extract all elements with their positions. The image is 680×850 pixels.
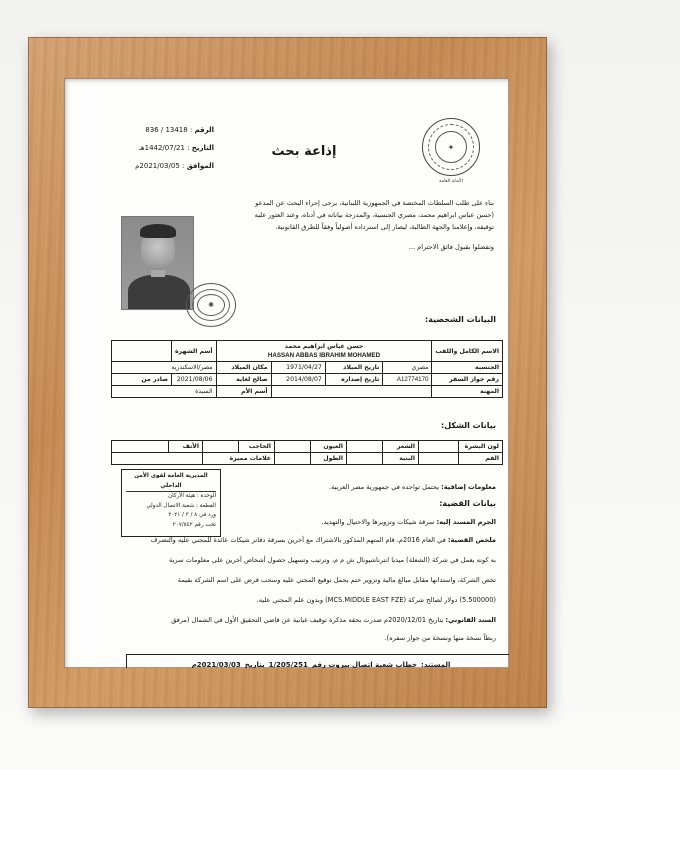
mother-label: أسم الأم [216, 386, 271, 398]
date-label: التاريخ [191, 144, 214, 152]
hijri-date: التاريخ : 1442/07/21هـ [138, 144, 214, 152]
stamp-line-1: المديرية العامة لقوى الأمن الداخلي [126, 472, 216, 492]
build-label: البنية [383, 453, 419, 465]
nose-label: الأنف [169, 441, 203, 453]
dob-value: 1971/04/27 [271, 362, 325, 374]
wooden-picture-frame [28, 37, 547, 708]
profession-value [271, 386, 432, 398]
legal-line-1 [122, 614, 496, 626]
reference-text-2: بتاريخ [244, 661, 265, 668]
intro-line-3: توقيفه، وإعلامنا والجهة الطالبة، ليصار إلى استرداده أصولياً وفقاً للطرق القانونية. [275, 223, 494, 231]
mother-value: السيدة [112, 386, 217, 398]
incoming-stamp [121, 469, 221, 537]
nationality-value: مصري [383, 362, 432, 374]
eyes-value [275, 441, 311, 453]
round-stamp-icon: ✺ [186, 283, 236, 327]
seal-caption: الأمانة العامة [439, 179, 463, 184]
skin-label: لون البشرة [459, 441, 503, 453]
full-name-cell [216, 341, 432, 362]
legal-label: السند القانوني: [445, 616, 496, 624]
corresponding-value: 2021/03/05م [135, 162, 180, 170]
hair-value [347, 441, 383, 453]
reference-box [126, 654, 509, 668]
date-value: 1442/07/21هـ [138, 144, 185, 152]
summary-line-3: تخص الشركة، واستدانها مقابل مبالغ مالية وتزوير ختم يحمل توقيع المجني عليه وسحب قرض على اسم الشركة بقيمة [177, 576, 496, 584]
summary-line-2: به كونه يعمل في شركة (الشعلة) ميديا انترناشيونال ش م م، وترتيب وتسهيل حصول أشخاص آخرين على معلومات سرية [168, 556, 496, 564]
marks-label: علامات مميزة [203, 453, 275, 465]
passport-label: رقم جواز السفر [432, 374, 503, 386]
appearance-heading: بيانات الشكل: [441, 421, 496, 430]
mouth-label: الفم [459, 453, 503, 465]
pob-value: مصر/الاسكندرية [112, 362, 217, 374]
summary-line-4: (5.500000) دولار لصالح شركة (MCS.MIDDLE EAST FZE) وبدون علم المجني عليه. [256, 596, 496, 604]
reference-label: المستند: [421, 661, 451, 668]
appearance-table [111, 440, 503, 465]
case-heading: بيانات القضية: [439, 499, 496, 508]
intro-closing: وتفضلوا بقبول فائق الاحترام ... [408, 243, 494, 251]
passport-value: A12774170 [383, 374, 432, 386]
document-title: إذاعة بحث [271, 144, 337, 159]
eyes-label: العيون [311, 441, 347, 453]
valid-value: 2021/08/06 [172, 374, 217, 386]
crime-label: الجرم المسند إليه: [436, 518, 496, 526]
legal-line-2: ربطاً نسخة منها ونسخة من جواز سفره). [384, 634, 496, 642]
nickname-label: أسم الشهرة [172, 341, 217, 362]
valid-label: صالح لغاية [216, 374, 271, 386]
stamp-line-3: القطعة : شعبة الاتصال الدولي [146, 502, 216, 509]
summary-label: ملخص القضية: [447, 536, 496, 544]
pob-label: مكان الميلاد [216, 362, 271, 374]
extra-info-label: معلومات إضافية: [441, 483, 496, 491]
corresponding-label: الموافق [186, 162, 214, 170]
summary-line-1 [122, 534, 496, 546]
marks-value [112, 453, 203, 465]
full-name-english: HASSAN ABBAS IBRAHIM MOHAMED [267, 352, 381, 359]
height-value [275, 453, 311, 465]
full-name-arabic: حسن عباس ابراهيم محمد [284, 343, 364, 350]
suspect-photo [121, 216, 194, 310]
dob-label: تاريخ الميلاد [325, 362, 382, 374]
number-label: الرقم [194, 126, 214, 134]
skin-value [419, 441, 459, 453]
extra-info-text: يحتمل تواجده في جمهورية مصر العربية. [329, 483, 440, 491]
emblem-seal-icon: ✦ [422, 118, 480, 176]
legal-text-1: بتاريخ 2020/12/01م صدرت بحقه مذكرة توقيف غيابية عن قاضي التحقيق الأول في الشمال (مرفق [171, 616, 444, 624]
stamp-line-4: ورد في ٨ / ٣ / ٢٠٢١ [168, 512, 216, 518]
brows-label: الحاجب [239, 441, 275, 453]
build-value [347, 453, 383, 465]
crime-line [234, 516, 496, 528]
extra-info [234, 481, 496, 493]
mouth-value [419, 453, 459, 465]
name-label: الاسم الكامل واللقب [432, 341, 503, 362]
hair-label: الشعر [383, 441, 419, 453]
nickname-value [112, 341, 172, 362]
brows-value [203, 441, 239, 453]
nose-value [112, 441, 169, 453]
reference-text-1: خطاب شعبة اتصال بيروت رقم [311, 661, 418, 668]
issue-label: تاريخ إصداره [325, 374, 382, 386]
reference-number: الرقم : 13418 / 836 [145, 126, 214, 134]
issue-value: 2014/08/07 [271, 374, 325, 386]
number-value: 13418 / 836 [145, 126, 188, 134]
stamp-line-5: تحت رقم ٢٠٧/٥٤٢ [172, 521, 216, 528]
summary-text-1: في العام 2016م، قام المتهم المذكور بالاشتراك مع آخرين بسرقة دفاتر شيكات عائدة للمجني عليه والتصرف [150, 536, 446, 544]
personal-data-heading: البيانات الشخصية: [425, 315, 496, 324]
profession-label: المهنة [432, 386, 503, 398]
personal-data-table [111, 340, 503, 398]
nationality-label: الجنسية [432, 362, 503, 374]
reference-number: 1/205/251 [268, 661, 308, 668]
intro-line-1: بناء على طلب السلطات المختصة في الجمهورية اللبنانية، يرجى إجراء البحث عن المدعو [255, 199, 494, 207]
stamp-line-2: الوحدة : هيئة الأركان [168, 493, 216, 499]
reference-date: 2021/03/03م [191, 661, 241, 668]
issued-from-label: صادر من [112, 374, 172, 386]
document-paper [64, 78, 509, 668]
height-label: الطول [311, 453, 347, 465]
gregorian-date: الموافق : 2021/03/05م [135, 162, 214, 170]
crime-value: سرقة شيكات وتزويرها والاحتيال والتهديد. [321, 518, 435, 526]
intro-line-2: (حسن عباس ابراهيم محمد، مصري الجنسية، والمدرجة بياناته في أدناه، وعند العثور عليه [254, 211, 494, 219]
